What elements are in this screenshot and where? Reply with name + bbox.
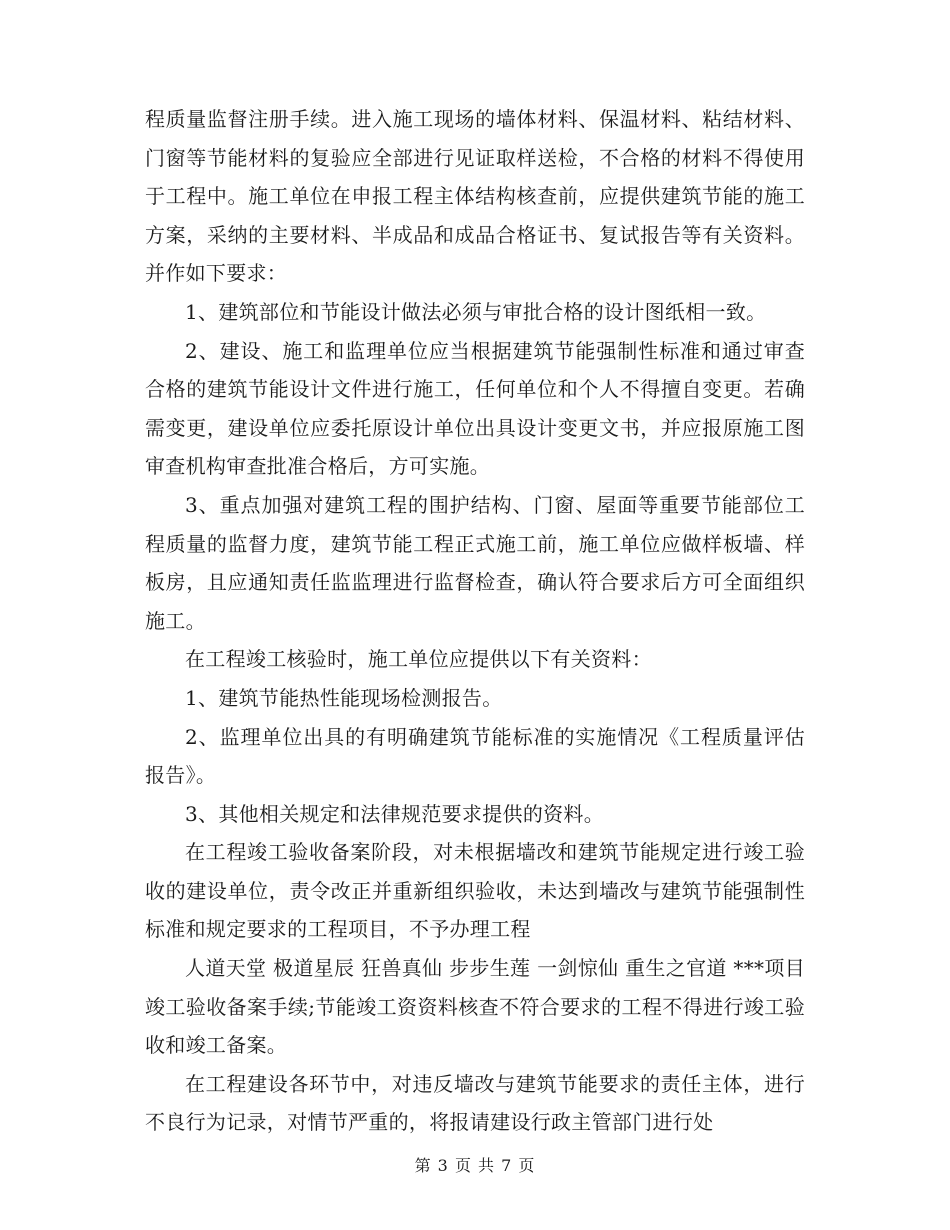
paragraph-violation-record: 在工程建设各环节中，对违反墙改与建筑节能要求的责任主体，进行不良行为记录，对情节严重的，将报请建设行政主管部门进行处 [145,1071,805,1135]
paragraph-acceptance-item-3: 3、其他相关规定和法律规范要求提供的资料。 [185,801,605,826]
paragraph-filing-procedure: 人道天堂 极道星辰 狂兽真仙 步步生莲 一剑惊仙 重生之官道 ***项目竣工验收备案手续;节能竣工资资料核查不符合要求的工程不得进行竣工验收和竣工备案。 [145,956,805,1058]
document-body [145,100,805,1142]
paragraph-requirement-3: 3、重点加强对建筑工程的围护结构、门窗、屋面等重要节能部位工程质量的监督力度，建筑节能工程正式施工前，施工单位应做样板墙、样板房，且应通知责任监监理进行监督检查，确认符合要求后方可全面组织施工。 [145,492,805,633]
paragraph-filing-stage: 在工程竣工验收备案阶段，对未根据墙改和建筑节能规定进行竣工验收的建设单位，责令改正并重新组织验收，未达到墙改与建筑节能强制性标准和规定要求的工程项目，不予办理工程 [145,840,805,942]
paragraph-acceptance-item-1: 1、建筑节能热性能现场检测报告。 [185,685,503,710]
paragraph-acceptance-intro: 在工程竣工核验时，施工单位应提供以下有关资料： [185,647,652,672]
paragraph-continuation: 程质量监督注册手续。进入施工现场的墙体材料、保温材料、粘结材料、门窗等节能材料的复验应全部进行见证取样送检，不合格的材料不得使用于工程中。施工单位在申报工程主体结构核查前，应提供建筑节能的施工方案，采纳的主要材料、半成品和成品合格证书、复试报告等有关资料。并作如下要求： [145,107,805,286]
page-number-footer: 第 3 页 共 7 页 [414,1156,536,1175]
paragraph-acceptance-item-2: 2、监理单位出具的有明确建筑节能标准的实施情况《工程质量评估报告》。 [145,724,805,788]
paragraph-requirement-2: 2、建设、施工和监理单位应当根据建筑节能强制性标准和通过审查合格的建筑节能设计文件进行施工，任何单位和个人不得擅自变更。若确需变更，建设单位应委托原设计单位出具设计变更文书，并应报原施工图审查机构审查批准合格后，方可实施。 [145,338,805,479]
paragraph-requirement-1: 1、建筑部位和节能设计做法必须与审批合格的设计图纸相一致。 [185,299,767,324]
